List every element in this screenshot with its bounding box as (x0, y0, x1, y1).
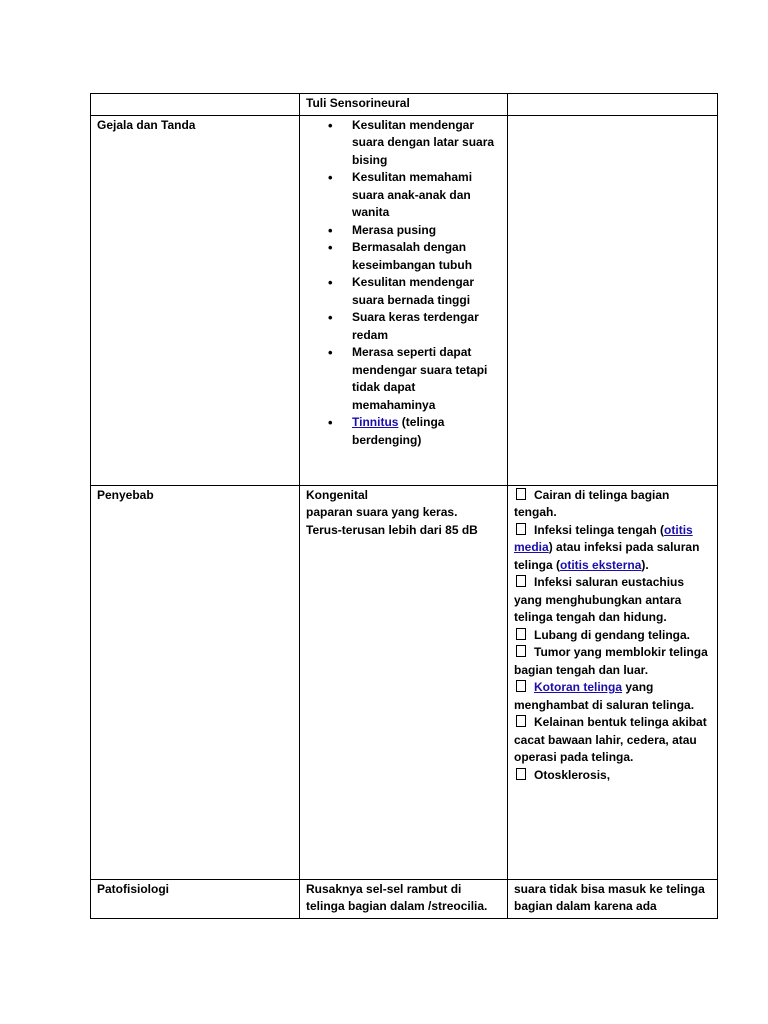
list-item: • Bermasalah dengan keseimbangan tubuh (352, 239, 501, 274)
symptoms-list (306, 117, 501, 450)
row-label-patofisiologi: Patofisiologi (91, 879, 300, 918)
conductive-causes-cell (508, 485, 718, 879)
item-text: Otosklerosis, (534, 767, 611, 782)
item-text: Lubang di gendang telinga. (534, 627, 690, 642)
cause-line: Kongenital (306, 487, 368, 502)
checkbox-glyph-icon (516, 488, 526, 500)
list-item: • Merasa seperti dapat mendengar suara tetapi tidak dapat memahaminya (352, 344, 501, 414)
item-text: Kelainan bentuk telinga akibat cacat bawaan lahir, cedera, atau operasi pada telinga. (514, 715, 707, 764)
header-cell-empty-2 (508, 94, 718, 116)
item-text: Tumor yang memblokir telinga bagian tengah dan luar. (514, 645, 708, 677)
empty-cell (508, 115, 718, 485)
item-text: yang menghambat di saluran telinga. (514, 680, 695, 712)
causes-cell (300, 485, 508, 879)
list-item (514, 714, 711, 767)
symptoms-cell (300, 115, 508, 485)
list-item: • Suara keras terdengar redam (352, 309, 501, 344)
tinnitus-link[interactable]: Tinnitus (352, 415, 399, 429)
checkbox-glyph-icon (516, 628, 526, 640)
list-item: • Kesulitan mendengar suara dengan latar suara bising (352, 117, 501, 170)
patofisiologi-cell-2: suara tidak bisa masuk ke telinga bagian dalam karena ada (508, 879, 718, 918)
checkbox-glyph-icon (516, 575, 526, 587)
row-label-gejala: Gejala dan Tanda (91, 115, 300, 485)
list-item (514, 522, 711, 575)
item-text: Infeksi saluran eustachius yang menghubungkan antara telinga tengah dan hidung. (514, 575, 685, 624)
list-item: • Merasa pusing (352, 222, 501, 240)
row-label-penyebab: Penyebab (91, 485, 300, 879)
item-text: Cairan di telinga bagian tengah. (514, 487, 670, 519)
kotoran-telinga-link[interactable]: Kotoran telinga (534, 680, 623, 694)
header-cell-empty (91, 94, 300, 116)
otitis-media-link[interactable]: otitis media (514, 522, 693, 554)
cause-line: Terus-terusan lebih dari 85 dB (306, 522, 478, 537)
checkbox-glyph-icon (516, 715, 526, 727)
item-text: ). (641, 557, 649, 572)
checkbox-glyph-icon (516, 768, 526, 780)
table-row-patofisiologi (91, 879, 718, 918)
list-item (514, 574, 711, 627)
patofisiologi-cell: Rusaknya sel-sel rambut di telinga bagian dalam /streocilia. (300, 879, 508, 918)
item-text: Infeksi telinga tengah ( (534, 522, 665, 537)
list-item (514, 644, 711, 679)
tinnitus-note: (telinga berdenging) (352, 415, 445, 447)
list-item (514, 627, 711, 645)
cause-line: paparan suara yang keras. (306, 505, 458, 519)
checkbox-glyph-icon (516, 645, 526, 657)
table-row-gejala (91, 115, 718, 485)
item-text: ) atau infeksi pada saluran telinga ( (514, 540, 700, 572)
checkbox-glyph-icon (516, 523, 526, 535)
list-item: • Kesulitan mendengar suara bernada tinggi (352, 274, 501, 309)
checkbox-glyph-icon (516, 680, 526, 692)
list-item (514, 767, 711, 785)
otitis-eksterna-link[interactable]: otitis eksterna (560, 557, 642, 572)
list-item-tinnitus (352, 414, 501, 449)
header-cell-title: Tuli Sensorineural (300, 94, 508, 116)
list-item (514, 487, 711, 522)
comparison-table (90, 93, 718, 919)
list-item: • Kesulitan memahami suara anak-anak dan wanita (352, 169, 501, 222)
table-row-penyebab (91, 485, 718, 879)
table-header-row (91, 94, 718, 116)
list-item (514, 679, 711, 714)
